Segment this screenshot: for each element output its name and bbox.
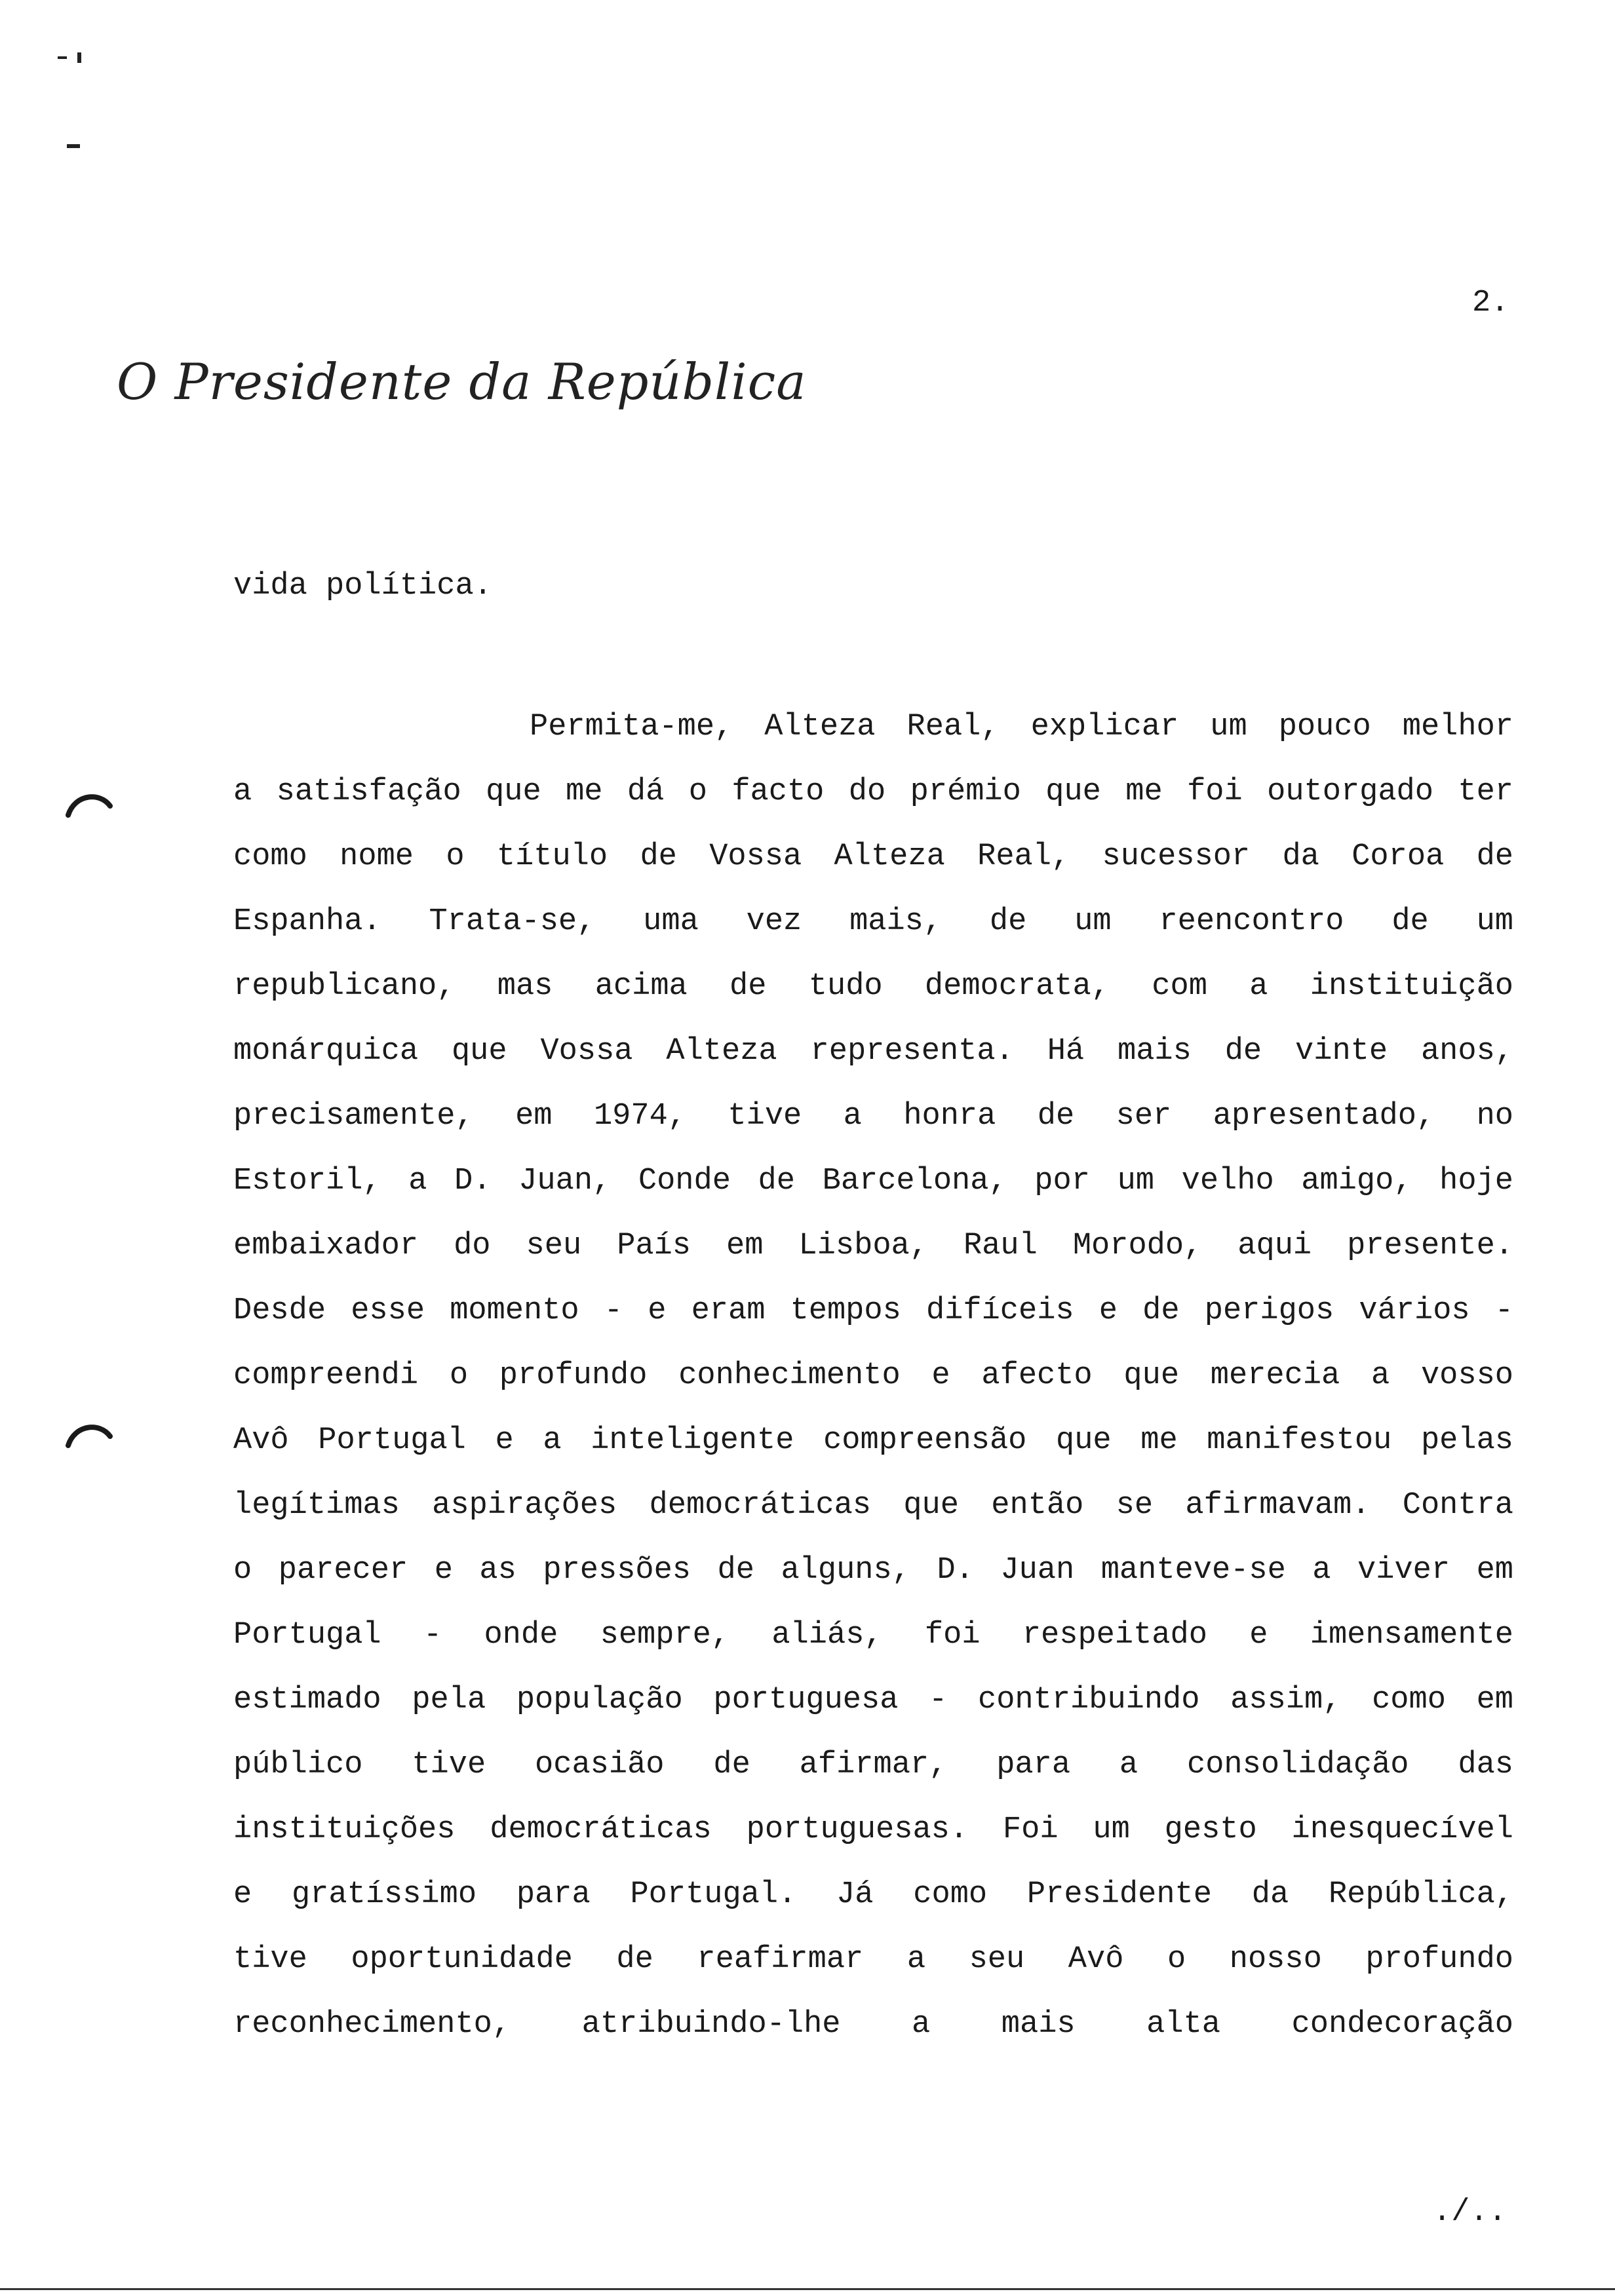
paragraph-line: precisamente, em 1974, tive a honra de ser apresentado, no <box>233 1099 1513 1134</box>
paragraph-line: monárquica que Vossa Alteza representa. Há mais de vinte anos, <box>233 1034 1513 1069</box>
paragraph-line: e gratíssimo para Portugal. Já como Presidente da República, <box>233 1877 1513 1912</box>
paragraph-line: legítimas aspirações democráticas que então se afirmavam. Contra <box>233 1488 1513 1523</box>
paragraph-line: instituições democráticas portuguesas. Foi um gesto inesquecível <box>233 1812 1513 1847</box>
paragraph-line: republicano, mas acima de tudo democrata, com a instituição <box>233 969 1513 1004</box>
paragraph-line: público tive ocasião de afirmar, para a consolidação das <box>233 1748 1513 1782</box>
paragraph-line: como nome o título de Vossa Alteza Real, sucessor da Coroa de <box>233 839 1513 874</box>
paragraph-line: Desde esse momento - e eram tempos difíceis e de perigos vários - <box>233 1293 1513 1328</box>
hole-punch-mark-upper <box>66 786 113 820</box>
paragraph-line: o parecer e as pressões de alguns, D. Juan manteve-se a viver em <box>233 1553 1513 1588</box>
page-number: 2. <box>1472 286 1509 320</box>
paragraph-line: Espanha. Trata-se, uma vez mais, de um reencontro de um <box>233 904 1513 939</box>
paragraph-line: Permita-me, Alteza Real, explicar um pouco melhor <box>530 710 1513 744</box>
opening-line: vida política. <box>233 569 492 603</box>
paragraph-line: Portugal - onde sempre, aliás, foi respeitado e imensamente <box>233 1618 1513 1653</box>
paragraph-line: estimado pela população portuguesa - contribuindo assim, como em <box>233 1683 1513 1717</box>
paragraph-line: tive oportunidade de reafirmar a seu Avô o nosso profundo <box>233 1942 1513 1977</box>
paragraph-line: compreendi o profundo conhecimento e afecto que merecia a vosso <box>233 1358 1513 1393</box>
page-bottom-rule <box>0 2288 1615 2290</box>
letterhead: O Presidente da República <box>117 353 807 411</box>
hole-punch-mark-lower <box>66 1417 113 1451</box>
scan-speck-top-left-2 <box>77 52 81 63</box>
paragraph-line: reconhecimento, atribuindo-lhe a mais alta condecoração <box>233 2007 1513 2042</box>
paragraph-line: a satisfação que me dá o facto do prémio que me foi outorgado ter <box>233 775 1513 809</box>
scan-speck-left <box>67 144 80 148</box>
continuation-mark: ./.. <box>1433 2195 1507 2230</box>
paragraph-line: embaixador do seu País em Lisboa, Raul Morodo, aqui presente. <box>233 1229 1513 1263</box>
paragraph-line: Avô Portugal e a inteligente compreensão que me manifestou pelas <box>233 1423 1513 1458</box>
paragraph-line: Estoril, a D. Juan, Conde de Barcelona, por um velho amigo, hoje <box>233 1164 1513 1198</box>
scan-speck-top-left <box>58 56 67 59</box>
